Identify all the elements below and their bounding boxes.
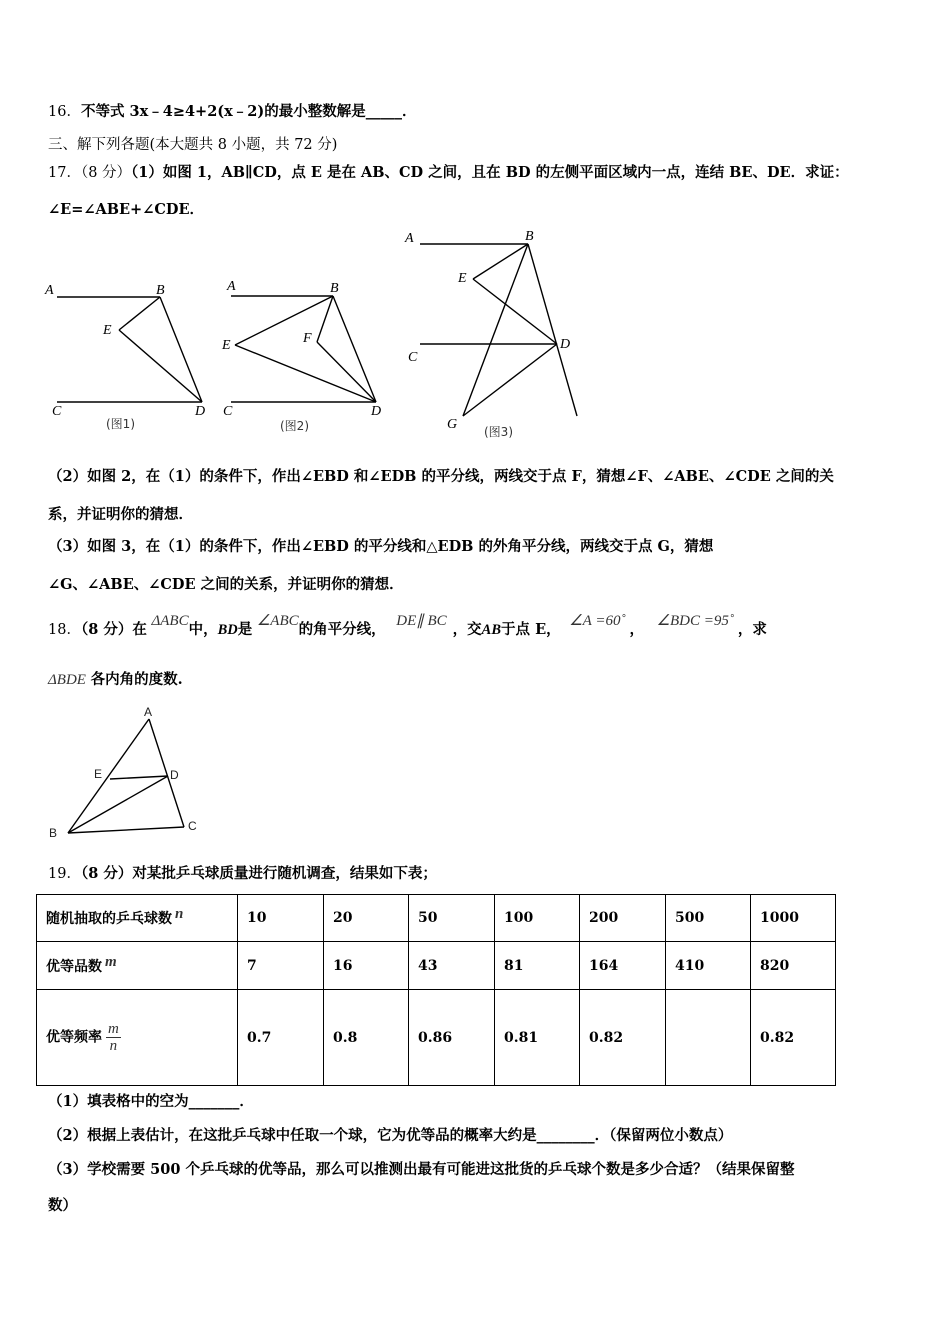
q18-ab: AB bbox=[481, 622, 502, 638]
fig2-line-ed bbox=[235, 345, 376, 402]
fig1-line-eb bbox=[119, 297, 160, 330]
q19-data-table bbox=[36, 894, 836, 1086]
table-cell: 500 bbox=[666, 895, 751, 942]
figure-1 bbox=[40, 278, 220, 438]
q18-math-angle-bdc: ∠BDC =95˚ bbox=[656, 613, 734, 629]
q18-fig-label-d: D bbox=[170, 768, 179, 782]
fig1-line-bd bbox=[160, 297, 202, 402]
q17-line1 bbox=[48, 163, 849, 183]
table-cell: 10 bbox=[238, 895, 324, 942]
fig3-label-a: A bbox=[405, 231, 414, 246]
q18-fig-line-bc bbox=[68, 827, 184, 833]
table-cell: 410 bbox=[666, 942, 751, 990]
fig1-caption: (图1) bbox=[106, 417, 135, 431]
q18-bd: BD bbox=[217, 622, 238, 638]
q17-part3a: （3）如图 3，在（1）的条件下，作出∠EBD 的平分线和△EDB 的外角平分线，两线交于点 G，猜想 bbox=[48, 538, 714, 555]
fig3-label-g: G bbox=[447, 417, 458, 432]
fig2-line-fd bbox=[317, 342, 376, 402]
fig2-label-b: B bbox=[330, 281, 339, 296]
table-cell: 0.82 bbox=[751, 990, 836, 1086]
q18-fig-label-c: C bbox=[188, 819, 197, 833]
table-cell: 81 bbox=[495, 942, 580, 990]
fig3-label-c: C bbox=[408, 350, 418, 365]
table-cell: 0.86 bbox=[409, 990, 495, 1086]
table-cell: 820 bbox=[751, 942, 836, 990]
q18-t1: 中， bbox=[188, 621, 218, 638]
table-cell: 164 bbox=[580, 942, 666, 990]
table-cell: 0.7 bbox=[238, 990, 324, 1086]
q18-math-de-parallel-bc: DE∥ BC bbox=[396, 613, 447, 629]
figure-q18-triangle bbox=[44, 700, 214, 845]
q17-part1a: （1）如图 1，AB∥CD，点 E 是在 AB、CD 之间，且在 BD 的左侧平面区域内一点，连结 BE、DE．求证： bbox=[131, 164, 849, 181]
q18-t7: ，求 bbox=[737, 621, 767, 638]
fig1-line-ed bbox=[119, 330, 202, 402]
q19-part3b: 数） bbox=[48, 1197, 77, 1214]
fig2-label-c: C bbox=[223, 404, 233, 419]
q18-t3: 的角平分线， bbox=[298, 621, 386, 638]
fig1-label-c: C bbox=[52, 404, 62, 419]
table-cell: 7 bbox=[238, 942, 324, 990]
q18-t8: 各内角的度数. bbox=[90, 671, 183, 688]
table-row-quality-frequency bbox=[37, 990, 836, 1086]
q19-intro: （8 分）对某批乒乓球质量进行随机调查，结果如下表； bbox=[80, 865, 437, 882]
q18-t2: 是 bbox=[237, 621, 253, 638]
q18-fig-label-e: E bbox=[94, 767, 103, 781]
q19-part1: （1）填表格中的空为_______． bbox=[48, 1093, 254, 1110]
q18-t6: ， bbox=[629, 621, 644, 638]
fig2-caption: (图2) bbox=[280, 419, 309, 433]
fig2-label-e: E bbox=[222, 338, 231, 353]
table-cell: 1000 bbox=[751, 895, 836, 942]
table-cell: 20 bbox=[324, 895, 409, 942]
table-cell-blank bbox=[666, 990, 751, 1086]
table-cell: 200 bbox=[580, 895, 666, 942]
fig2-label-a: A bbox=[227, 279, 236, 294]
q16-line bbox=[48, 102, 417, 122]
q17-part3b: ∠G、∠ABE、∠CDE 之间的关系，并证明你的猜想． bbox=[48, 576, 404, 593]
q18-t5: 于点 E， bbox=[501, 621, 561, 638]
fig3-label-b: B bbox=[525, 229, 534, 244]
q17-part2b: 系，并证明你的猜想． bbox=[48, 506, 193, 523]
q16-text: 不等式 3x﹣4≥4+2(x﹣2)的最小整数解是_____． bbox=[80, 103, 417, 120]
fig3-label-e: E bbox=[458, 271, 467, 286]
table-cell: 16 bbox=[324, 942, 409, 990]
table-cell: 100 bbox=[495, 895, 580, 942]
table-cell: 50 bbox=[409, 895, 495, 942]
q18-line1 bbox=[48, 613, 767, 640]
table-cell: 0.8 bbox=[324, 990, 409, 1086]
fig3-label-d: D bbox=[560, 337, 571, 352]
q18-fig-line-bd bbox=[68, 776, 168, 833]
q18-t4: ，交 bbox=[452, 621, 482, 638]
fig1-label-e: E bbox=[103, 323, 112, 338]
fig2-line-bd bbox=[333, 296, 376, 402]
q19-part3a: （3）学校需要 500 个乒乓球的优等品，那么可以推测出最有可能进这批货的乒乓球个数是多少合适？（结果保留整 bbox=[48, 1161, 795, 1178]
q19-line1 bbox=[48, 864, 437, 884]
q18-score: （8 分）在 bbox=[80, 621, 147, 638]
q18-fig-line-ed bbox=[110, 776, 168, 779]
q18-math-triangle-abc: ΔABC bbox=[151, 613, 189, 629]
q19-number: 19． bbox=[48, 866, 81, 882]
fig3-line-eb bbox=[473, 244, 528, 279]
q18-fig-label-b: B bbox=[49, 826, 58, 840]
q17-score: （8 分） bbox=[80, 165, 132, 181]
q18-line2 bbox=[48, 670, 183, 690]
fig3-line-bd-extended bbox=[528, 244, 577, 416]
fig2-label-d: D bbox=[371, 404, 382, 419]
fig1-label-a: A bbox=[45, 283, 54, 298]
q18-number: 18． bbox=[48, 622, 81, 638]
table-row-label: 优等品数 m bbox=[37, 942, 238, 990]
table-row-label: 优等频率 $\frac{m}{n}$ bbox=[37, 990, 238, 1086]
table-cell: 0.82 bbox=[580, 990, 666, 1086]
fig1-label-b: B bbox=[156, 283, 165, 298]
figure-2 bbox=[218, 272, 398, 438]
q17-part1b: ∠E=∠ABE+∠CDE． bbox=[48, 201, 205, 218]
q18-math-angle-abc: ∠ABC bbox=[256, 613, 299, 629]
q17-number: 17． bbox=[48, 165, 81, 181]
q16-number: 16． bbox=[48, 104, 81, 120]
table-cell: 43 bbox=[409, 942, 495, 990]
q17-part2a: （2）如图 2，在（1）的条件下，作出∠EBD 和∠EDB 的平分线，两线交于点 F，猜想∠F、∠ABE、∠CDE 之间的关 bbox=[48, 468, 834, 485]
section-title: 三、解下列各题(本大题共 8 小题，共 72 分) bbox=[48, 137, 338, 153]
fig1-label-d: D bbox=[195, 404, 206, 419]
fig3-line-ed bbox=[473, 279, 557, 344]
figure-3 bbox=[400, 226, 590, 444]
q19-part2: （2）根据上表估计，在这批乒乓球中任取一个球，它为优等品的概率大约是________．（保留两位小数点） bbox=[48, 1127, 733, 1144]
q18-math-angle-a: ∠A =60˚ bbox=[569, 613, 626, 629]
q18-fig-line-ac bbox=[149, 719, 184, 827]
frequency-fraction: $\frac{m}{n}$ bbox=[108, 1021, 119, 1054]
fig3-caption: (图3) bbox=[484, 425, 513, 439]
fig2-label-f: F bbox=[303, 331, 312, 346]
table-row-quality-count bbox=[37, 942, 836, 990]
fig3-line-bg bbox=[463, 244, 528, 416]
table-row-sample-count bbox=[37, 895, 836, 942]
q18-math-triangle-bde: ΔBDE bbox=[48, 672, 86, 688]
table-cell: 0.81 bbox=[495, 990, 580, 1086]
q18-fig-label-a: A bbox=[144, 705, 153, 719]
table-row-label: 随机抽取的乒乓球数 n bbox=[37, 895, 238, 942]
q18-fig-line-ba bbox=[68, 719, 149, 833]
